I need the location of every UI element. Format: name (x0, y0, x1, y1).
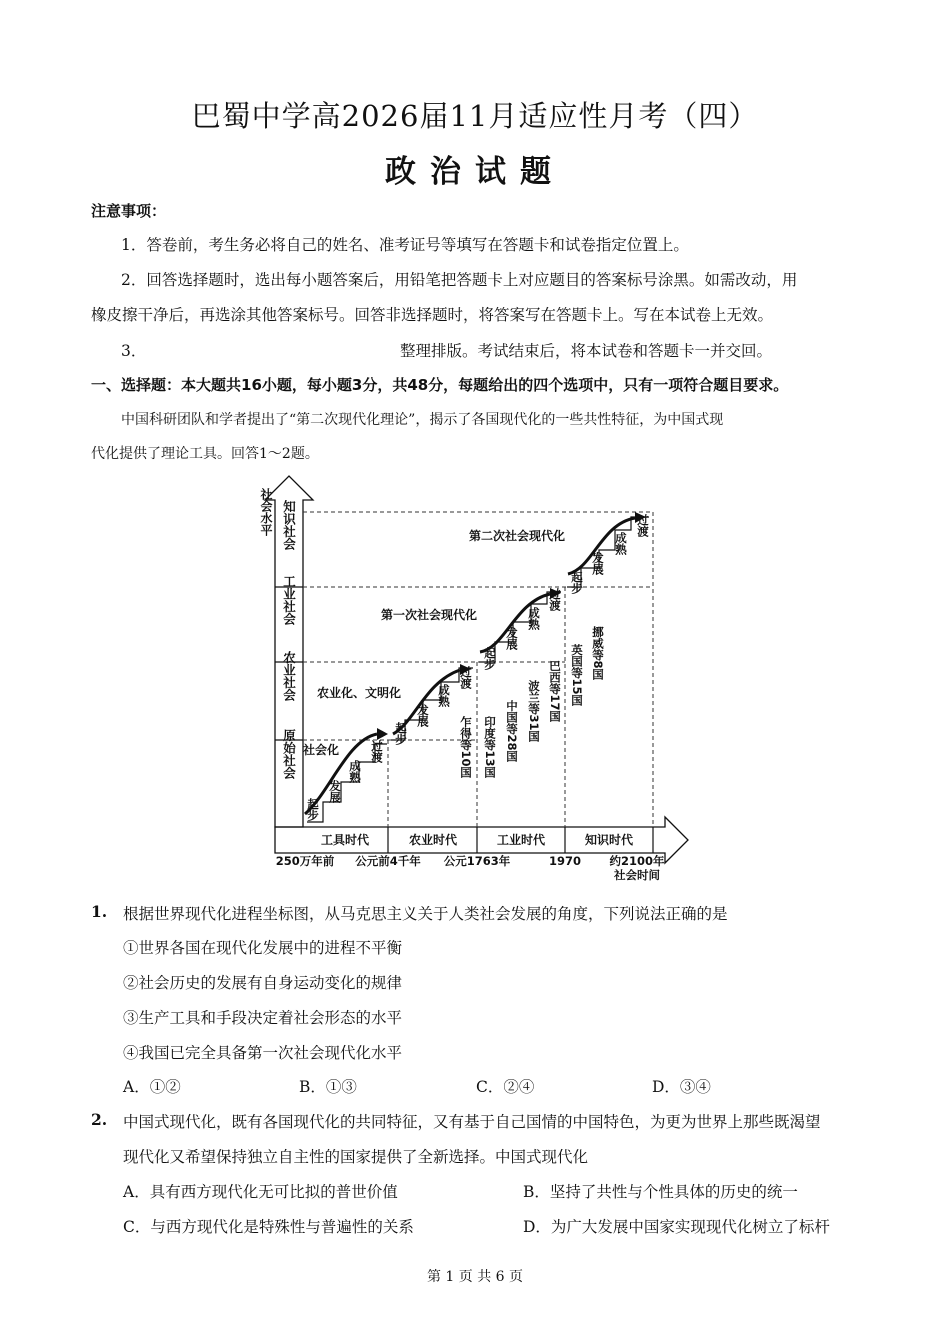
stage-label-develop-2: 发展 (416, 704, 430, 727)
q1-statement-2: ②社会历史的发展有自身运动变化的规律 (123, 974, 403, 992)
era-label-industry: 工业时代 (496, 833, 546, 847)
stage-label-develop-3: 发展 (505, 627, 519, 650)
x-tick-0: 250万年前 (275, 854, 335, 868)
x-tick-1: 公元前4千年 (355, 854, 421, 868)
x-tick-2: 公元1763年 (443, 854, 511, 868)
country-group-chad: 乍得等10国 (459, 716, 473, 779)
q2-option-d: D．为广大发展中国家实现现代化树立了标杆 (523, 1218, 830, 1236)
stage-label-transition-4: 过渡 (636, 514, 650, 537)
stage-label-transition-2: 过渡 (459, 666, 473, 689)
exam-title: 巴蜀中学高2026届11月适应性月考（四） (191, 99, 759, 133)
level-label-agrarian: 农业社会 (281, 651, 297, 701)
stage-label-start-3: 起步 (483, 647, 497, 670)
y-axis-label: 社会水平 (259, 488, 273, 536)
intro-line-1: 中国科研团队和学者提出了“第二次现代化理论”，揭示了各国现代化的一些共性特征，为中国式现 (121, 412, 724, 428)
stage-label-mature-1: 成熟 (348, 760, 362, 783)
q2-stem-line-2: 现代化又希望保持独立自主性的国家提供了全新选择。中国式现代化 (123, 1148, 589, 1166)
level-label-industrial: 工业社会 (281, 575, 297, 625)
curve-label-first: 第一次社会现代化 (381, 608, 478, 622)
q1-statement-1: ①世界各国在现代化发展中的进程不平衡 (123, 939, 403, 957)
q2-number: 2. (91, 1110, 108, 1129)
stage-label-develop-4: 发展 (591, 552, 605, 575)
country-group-poland: 波兰等31国 (527, 680, 541, 743)
section-heading: 一、选择题：本大题共16小题，每小题3分，共48分，每题给出的四个选项中，只有一项符合题目要求。 (91, 376, 789, 394)
stage-label-develop-1: 发展 (328, 780, 342, 803)
q1-option-b: B．①③ (299, 1078, 357, 1096)
x-tick-4: 约2100年 (609, 854, 665, 868)
stage-label-mature-2: 成熟 (437, 684, 451, 707)
notice-heading: 注意事项： (91, 202, 167, 220)
curve-label-socialization: 社会化 (303, 743, 340, 757)
notice-item-2: 2．回答选择题时，选出每小题答案后，用铅笔把答题卡上对应题目的答案标号涂黑。如需改动，用 (121, 271, 798, 289)
x-tick-3: 1970 (548, 854, 582, 868)
arrowhead-1 (377, 728, 388, 740)
q2-option-c: C．与西方现代化是特殊性与普遍性的关系 (123, 1218, 414, 1236)
stage-label-start-2: 起步 (394, 722, 408, 745)
modernization-diagram (255, 472, 695, 884)
era-label-knowledge: 知识时代 (584, 833, 634, 847)
q1-statement-4: ④我国已完全具备第一次社会现代化水平 (123, 1044, 403, 1062)
country-group-uk: 英国等15国 (570, 644, 584, 707)
curve-label-agrarian: 农业化、文明化 (317, 686, 402, 700)
country-group-norway: 挪威等8国 (591, 626, 605, 681)
notice-item-3-number: 3． (121, 342, 147, 360)
q1-stem: 根据世界现代化进程坐标图，从马克思主义关于人类社会发展的角度，下列说法正确的是 (123, 905, 728, 923)
country-group-india: 印度等13国 (483, 716, 497, 779)
stage-label-transition-1: 过渡 (370, 740, 384, 763)
q1-statement-3: ③生产工具和手段决定着社会形态的水平 (123, 1009, 403, 1027)
stage-label-start-1: 起步 (306, 798, 320, 821)
country-group-brazil: 巴西等17国 (548, 660, 562, 723)
notice-item-2-cont: 橡皮擦干净后，再选涂其他答案标号。回答非选择题时，将答案写在答题卡上。写在本试卷上无效。 (91, 306, 774, 324)
era-label-tool: 工具时代 (320, 833, 370, 847)
q1-option-c: C．②④ (476, 1078, 535, 1096)
x-axis-label: 社会时间 (614, 868, 660, 882)
era-label-agriculture: 农业时代 (408, 833, 458, 847)
exam-subject: 政治试题 (385, 154, 565, 190)
stage-label-mature-4: 成熟 (614, 532, 628, 555)
stage-label-mature-3: 成熟 (527, 607, 541, 630)
country-group-china: 中国等28国 (505, 700, 519, 763)
level-label-primitive: 原始社会 (281, 729, 297, 779)
q1-option-a: A．①② (123, 1078, 181, 1096)
notice-item-3-text: 整理排版。考试结束后，将本试卷和答题卡一并交回。 (400, 342, 773, 360)
curve-label-second: 第二次社会现代化 (469, 529, 566, 543)
intro-line-2: 代化提供了理论工具。回答1～2题。 (91, 446, 319, 462)
stage-label-transition-3: 过渡 (548, 588, 562, 611)
q1-number: 1. (91, 902, 108, 921)
q2-stem-line-1: 中国式现代化，既有各国现代化的共同特征，又有基于自己国情的中国特色，为更为世界上那些既渴望 (123, 1113, 821, 1131)
q2-option-b: B．坚持了共性与个性具体的历史的统一 (523, 1183, 798, 1201)
stage-label-start-4: 起步 (570, 571, 584, 594)
notice-item-1: 1．答卷前，考生务必将自己的姓名、准考证号等填写在答题卡和试卷指定位置上。 (121, 236, 689, 254)
q1-option-d: D．③④ (652, 1078, 711, 1096)
q2-option-a: A．具有西方现代化无可比拟的普世价值 (123, 1183, 398, 1201)
level-label-knowledge: 知识社会 (281, 500, 297, 550)
page-footer: 第 1 页 共 6 页 (426, 1269, 524, 1285)
